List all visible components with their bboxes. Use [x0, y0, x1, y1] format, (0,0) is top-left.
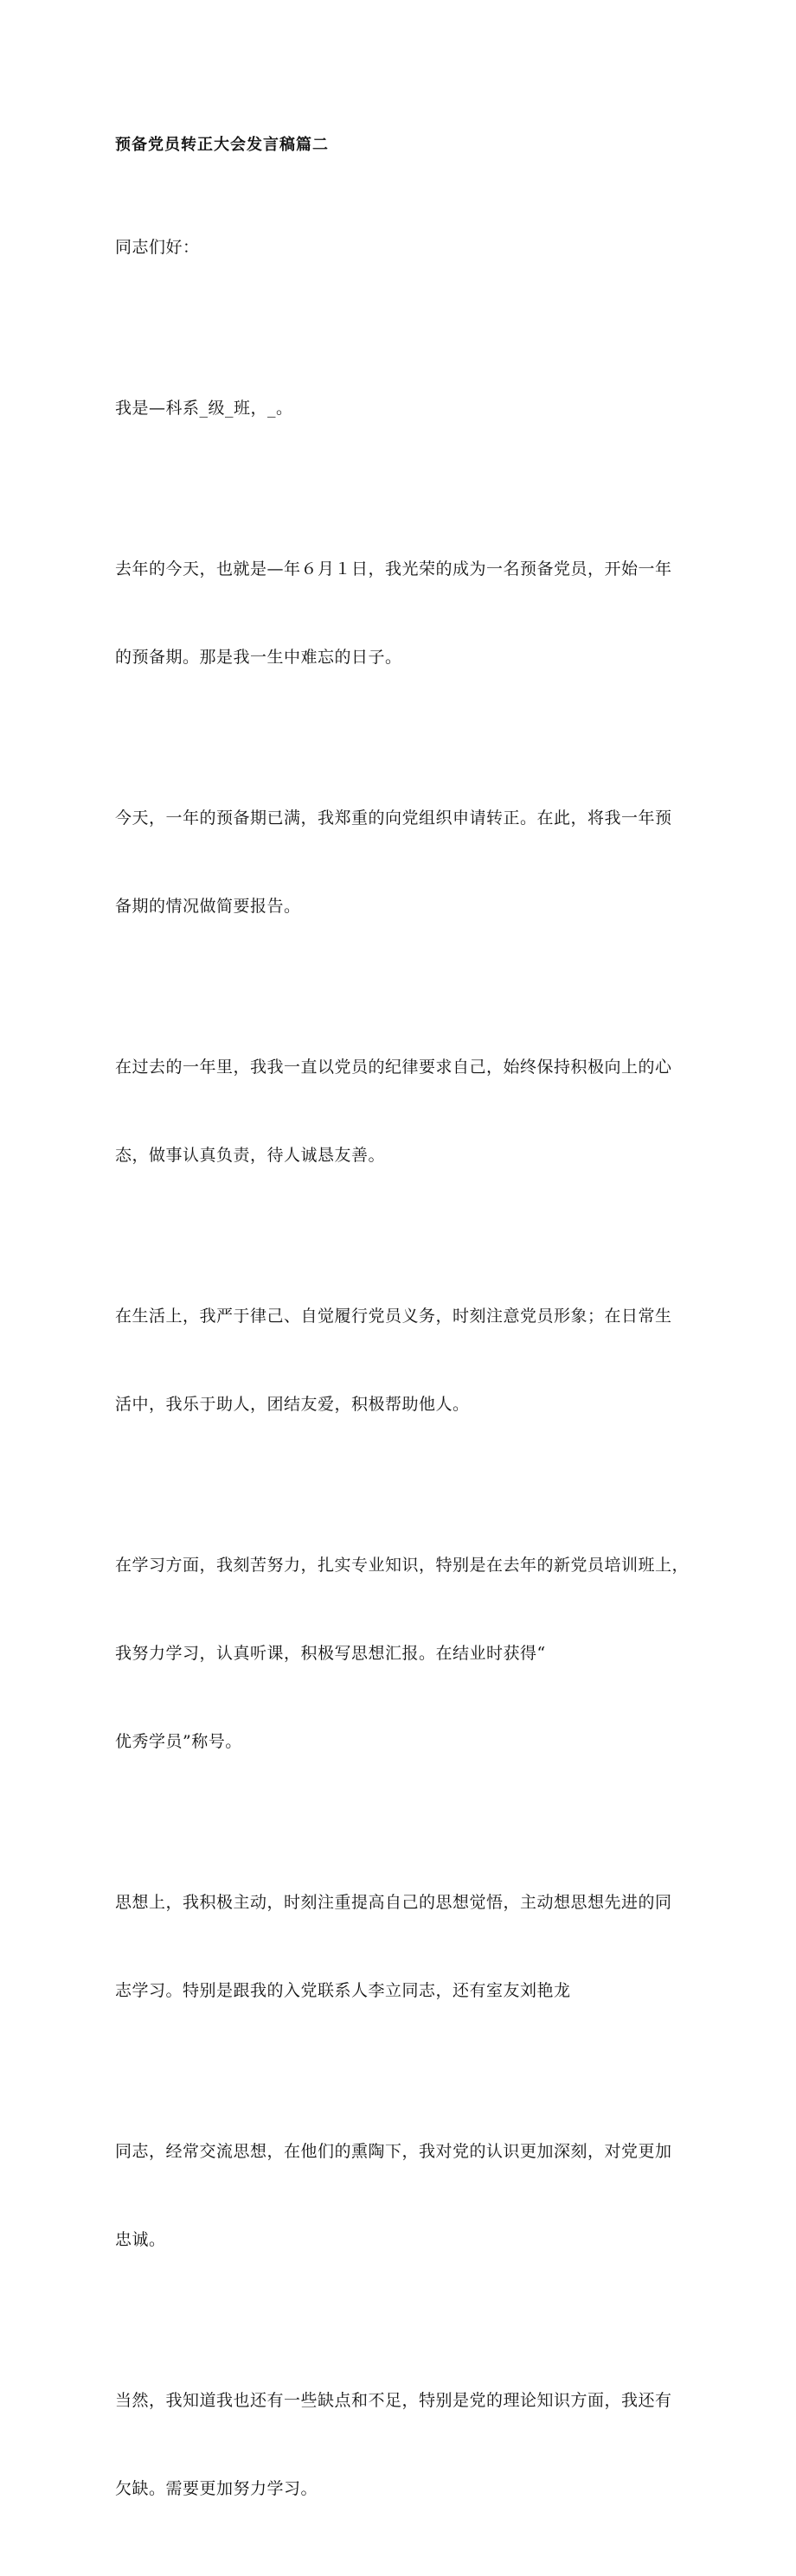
paragraph-greeting — [115, 174, 690, 321]
paragraph-past-year — [115, 994, 690, 1229]
paragraph-line: 同志，经常交流思想，在他们的熏陶下，我对党的认识更加深刻，对党更加 — [115, 2142, 672, 2161]
paragraph-line: 志学习。特别是跟我的入党联系人李立同志，还有室友刘艳龙 — [115, 1981, 571, 2000]
paragraph-line: 欠缺。需要更加努力学习。 — [115, 2479, 318, 2498]
paragraph-line: 忠诚。 — [115, 2230, 166, 2249]
paragraph-line: 思想上，我积极主动，时刻注重提高自己的思想觉悟，主动想思想先进的同 — [115, 1893, 672, 1912]
paragraph-line: 我是—科系_级_班，_。 — [115, 399, 293, 418]
paragraph-line: 同志们好： — [115, 238, 200, 257]
paragraph-comrades — [115, 2078, 690, 2313]
paragraph-line: 的预备期。那是我一生中难忘的日子。 — [115, 648, 402, 667]
paragraph-line: 态，做事认真负责，待人诚恳友善。 — [115, 1146, 386, 1165]
paragraph-line: 在学习方面，我刻苦努力，扎实专业知识，特别是在去年的新党员培训班上， — [115, 1556, 690, 1575]
paragraph-line: 优秀学员”称号。 — [115, 1732, 242, 1751]
paragraph-line: 在过去的一年里，我我一直以党员的纪律要求自己，始终保持积极向上的心 — [115, 1058, 672, 1077]
paragraph-line: 活中，我乐于助人，团结友爱，积极帮助他人。 — [115, 1395, 470, 1414]
paragraph-line: 今天，一年的预备期已满，我郑重的向党组织申请转正。在此，将我一年预 — [115, 809, 672, 828]
paragraph-last-year — [115, 495, 690, 731]
paragraph-self-intro — [115, 335, 690, 482]
paragraph-life — [115, 1243, 690, 1478]
paragraph-thought — [115, 1829, 690, 2064]
paragraph-line: 当然，我知道我也还有一些缺点和不足，特别是党的理论知识方面，我还有 — [115, 2391, 672, 2410]
paragraph-line: 去年的今天，也就是—年６月１日，我光荣的成为一名预备党员，开始一年 — [115, 559, 672, 578]
paragraph-shortcomings — [115, 2327, 690, 2562]
paragraph-study — [115, 1492, 690, 1815]
paragraph-today — [115, 745, 690, 980]
paragraph-line: 备期的情况做简要报告。 — [115, 897, 301, 916]
paragraph-line: 我努力学习，认真听课，积极写思想汇报。在结业时获得“ — [115, 1644, 546, 1663]
document-body — [115, 131, 690, 2576]
paragraph-line: 在生活上，我严于律己、自觉履行党员义务，时刻注意党员形象；在日常生 — [115, 1307, 672, 1326]
document-title: 预备党员转正大会发言稿篇二 — [115, 136, 329, 154]
